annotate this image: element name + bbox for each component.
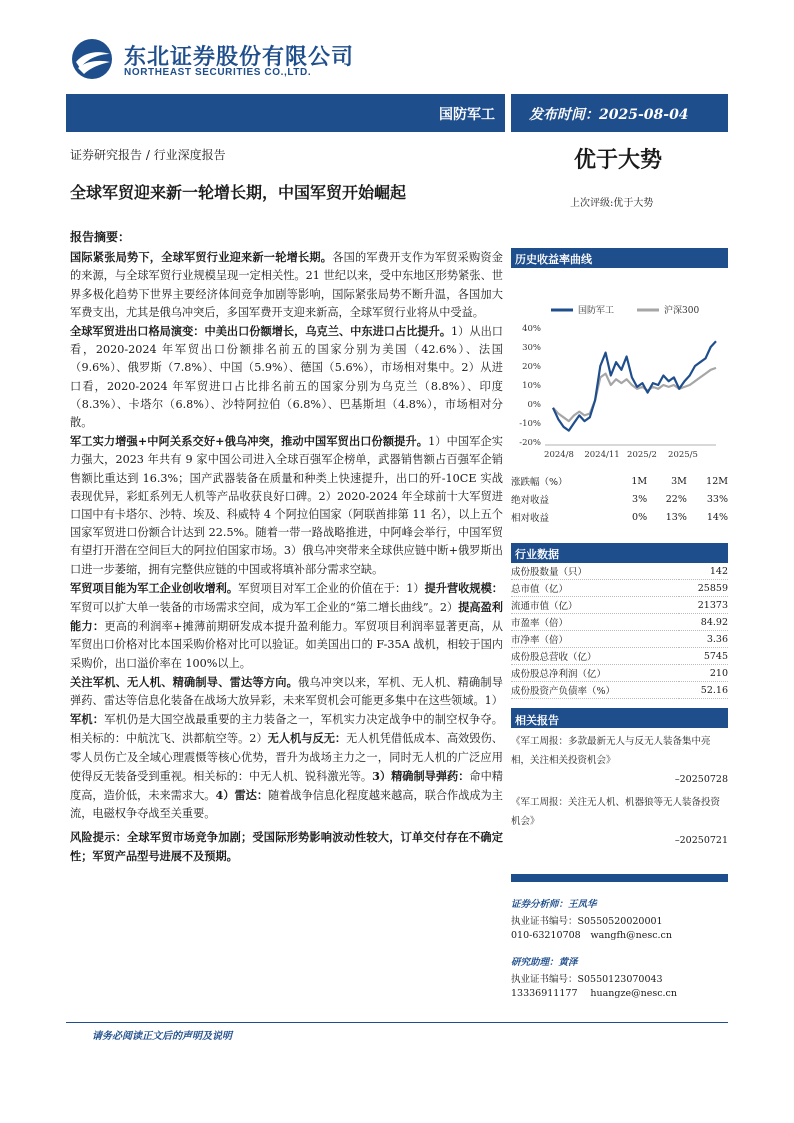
abstract-paragraph xyxy=(70,673,503,824)
perf-row xyxy=(511,508,728,526)
company-name-cn: 东北证券股份有限公司 xyxy=(124,45,355,70)
related-report-item[interactable] xyxy=(511,793,728,850)
related-reports-heading: 相关报告 xyxy=(511,708,728,728)
industry-data-label: 市盈率（倍） xyxy=(511,614,679,631)
legend-label: 国防军工 xyxy=(578,306,615,316)
abstract-lead: 关注军机、无人机、精确制导、雷达等方向。 xyxy=(70,674,298,689)
analyst-divider xyxy=(511,874,728,882)
abstract-subhead: 4）雷达： xyxy=(215,788,269,803)
perf-cell: 13% xyxy=(665,511,687,523)
company-logo xyxy=(70,38,370,80)
sector-label: 国防军工 xyxy=(439,107,495,123)
abstract-subhead: 3）精确制导弹药： xyxy=(372,768,470,783)
related-reports-section xyxy=(511,708,728,850)
industry-data-row xyxy=(511,614,728,631)
y-tick-label: -10% xyxy=(519,419,541,429)
abstract-lead: 全球军贸进出口格局演变：中美出口份额增长，乌克兰、中东进口占比提升。 xyxy=(70,324,452,339)
industry-data-label: 流通市值（亿） xyxy=(511,597,679,614)
abstract-lead: 军工实力增强+中阿关系交好+俄乌冲突，推动中国军贸出口份额提升。 xyxy=(70,434,429,449)
analyst-email[interactable]: wangfh@nesc.cn xyxy=(590,930,672,941)
publish-date: 发布时间：2025-08-04 xyxy=(529,107,689,123)
industry-data-label: 成份股资产负债率（%） xyxy=(511,682,679,699)
analyst-section xyxy=(511,874,728,1002)
industry-data-label: 成份股总营收（亿） xyxy=(511,648,679,665)
abstract-text: 俄乌冲突以来，军机、无人机、精确制导弹药、雷达等信息化装备在战场大放异彩，未来军贸机会可能更多集中在这些领域。1） xyxy=(70,675,503,708)
analyst-cert xyxy=(511,913,728,927)
industry-data-value: 210 xyxy=(679,665,728,682)
related-report-date: –20250721 xyxy=(674,835,728,846)
assistant-contact xyxy=(511,988,728,999)
perf-cell: 3% xyxy=(632,493,648,505)
x-tick-label: 2025/5 xyxy=(668,450,698,460)
legend-label: 沪深300 xyxy=(664,306,700,316)
industry-data-row xyxy=(511,597,728,614)
abstract-text: 1）从出口看，2020-2024 年军贸出口份额排名前五的国家分别为美国（42.6%）、法国（9.6%）、俄罗斯（7.8%）、中国（5.9%）、德国（5.6%），市场相对集中。2）从进口看，2020-2024 年军贸进口占比排名前五的国家分别为乌克兰（8.8%）、印度（8.3%）、卡塔尔（6.8%）、沙特阿拉伯（6.8%）、巴基斯坦（4.8%），市场相对分散。 xyxy=(70,325,503,430)
industry-data-value: 21373 xyxy=(679,597,728,614)
industry-data-row xyxy=(511,563,728,580)
abstract-subhead: 军机： xyxy=(70,712,105,727)
industry-data-value: 25859 xyxy=(679,580,728,597)
perf-header-cell: 3M xyxy=(671,475,687,487)
perf-header-row xyxy=(511,472,728,490)
assistant-phone: 13336911177 xyxy=(511,988,578,999)
y-tick-label: 20% xyxy=(522,362,541,372)
perf-header-cell: 1M xyxy=(631,475,648,487)
industry-data-value: 3.36 xyxy=(679,631,728,648)
performance-table xyxy=(511,472,728,526)
x-tick-label: 2024/8 xyxy=(544,450,574,460)
analyst-name: 证券分析师：王凤华 xyxy=(511,899,597,910)
industry-data-row xyxy=(511,682,728,699)
abstract-text: 随着战争信息化程度越来越高，联合作战成为主流，电磁权争夺战至关重要。 xyxy=(70,789,503,821)
report-abstract xyxy=(70,228,503,866)
perf-row xyxy=(511,490,728,508)
chart-section-heading: 历史收益率曲线 xyxy=(511,248,728,268)
industry-data-label: 总市值（亿） xyxy=(511,580,679,597)
perf-cell: 0% xyxy=(632,511,648,523)
perf-cell: 绝对收益 xyxy=(511,495,550,506)
series-line-csi300 xyxy=(553,368,716,421)
abstract-text: 1）中国军企实力强大，2023 年共有 9 家中国公司进入全球百强军企榜单，武器销售额占百强军企销售额比重达到 16.3%；国产武器装备在质量和种类上快速提升，出口的歼-10CE 实战表现优异，彩虹系列无人机等产品收获良好口碑。2）2020-2024 年全球前十大军贸进口国中有卡塔尔、沙特、埃及、科威特 4 个阿拉伯国家（阿联酋排第 11 名），以上五个国家军贸进口份额合计达到 22.5%。随着一带一路战略推进，中阿峰会举行，中国军贸有望打开潜在空间巨大的阿拉伯国家市场。3）俄乌冲突带来全球供应链中断+俄罗斯出口进一步萎缩，拥有完整供应链的中国或将填补部分需求空缺。 xyxy=(70,435,503,576)
industry-data-label: 成份股总净利润（亿） xyxy=(511,665,679,682)
y-tick-label: -20% xyxy=(519,438,541,448)
assistant-cert-text: 执业证书编号：S0550123070043 xyxy=(511,974,663,985)
abstract-text: 军机仍是大国空战最重要的主力装备之一，军机实力决定战争中的制空权争夺。相关标的：中航沈飞、洪都航空等。2） xyxy=(70,713,503,746)
abstract-text: 无人机凭借低成本、高效毁伤、零人员伤亡及全域心理震慑等核心优势，晋升为战场主力之一，同时无人机的广泛应用使得反无装备受到重视。相关标的：中无人机、锐科激光等。 xyxy=(70,732,503,783)
abstract-paragraph xyxy=(70,579,503,673)
logo-emblem-icon xyxy=(70,38,116,80)
related-report-item[interactable] xyxy=(511,732,728,789)
sector-bar xyxy=(66,94,505,132)
footer-disclaimer: 请务必阅读正文后的声明及说明 xyxy=(92,1031,232,1042)
perf-cell: 14% xyxy=(706,511,728,523)
analyst-contact xyxy=(511,930,728,941)
x-tick-label: 2025/2 xyxy=(627,450,657,460)
abstract-text: 更高的利润率+摊薄前期研发成本提升盈利能力。军贸项目利润率显著更高，从军贸出口价格对比本国采购价格对比可以验证。如美国出口的 F-35A 战机，相较于国内采购价，出口溢价率在 100%以上。 xyxy=(70,620,503,670)
return-chart xyxy=(511,268,728,458)
assistant-name: 研究助理：黄泽 xyxy=(511,957,578,968)
risk-text: 风险提示：全球军贸市场竞争加剧；受国际形势影响波动性较大，订单交付存在不确定性；军贸产品型号进展不及预期。 xyxy=(70,829,503,863)
y-tick-label: 0% xyxy=(527,400,541,410)
assistant-email[interactable]: huangze@nesc.cn xyxy=(590,988,677,999)
perf-header-cell: 涨跌幅（%） xyxy=(511,477,568,488)
industry-data-value: 5745 xyxy=(679,648,728,665)
analyst-phone: 010-63210708 xyxy=(511,930,581,941)
analyst-cert-text: 执业证书编号：S0550520020001 xyxy=(511,916,663,927)
abstract-heading: 报告摘要： xyxy=(70,230,131,244)
abstract-subhead: 提高盈利能力： xyxy=(70,600,503,634)
report-type: 证券研究报告 / 行业深度报告 xyxy=(70,148,226,162)
industry-data-row xyxy=(511,631,728,648)
company-name-en: NORTHEAST SECURITIES CO.,LTD. xyxy=(124,67,312,78)
industry-data-value: 84.92 xyxy=(679,614,728,631)
y-tick-label: 10% xyxy=(522,381,541,391)
abstract-subhead: 无人机与反无： xyxy=(267,731,347,746)
abstract-text: 军贸项目对军工企业的价值在于：1） xyxy=(238,581,425,595)
assistant-cert xyxy=(511,971,728,985)
related-report-title[interactable]: 《军工周报：多款最新无人与反无人装备集中亮相，关注相关投资机会》 xyxy=(511,736,711,766)
y-tick-label: 30% xyxy=(522,343,541,353)
abstract-text: 各国的军费开支作为军贸采购资金的来源，与全球军贸行业规模呈现一定相关性。21 世纪以来，受中东地区形势紧张、世界多极化趋势下世界主要经济体间竞争加剧等影响，国际紧张局势不断升温，各国加大军费支出，尤其是俄乌冲突后，多国军费开支迎来新高，全球军贸行业将从中受益。 xyxy=(70,251,503,319)
industry-data-row xyxy=(511,648,728,665)
perf-cell: 22% xyxy=(665,493,687,505)
abstract-paragraph xyxy=(70,248,503,322)
industry-data-section xyxy=(511,543,728,699)
industry-data-row xyxy=(511,665,728,682)
publish-bar xyxy=(511,94,728,132)
previous-rating: 上次评级:优于大势 xyxy=(570,198,654,209)
perf-cell: 33% xyxy=(706,493,728,505)
sidebar-chart-section xyxy=(511,248,728,458)
abstract-subhead: 提升营收规模： xyxy=(424,580,503,595)
industry-data-label: 成份股数量（只） xyxy=(511,563,679,580)
industry-data-value: 142 xyxy=(679,563,728,580)
abstract-paragraph xyxy=(70,322,503,432)
footer-divider xyxy=(66,1022,728,1023)
y-tick-label: 40% xyxy=(522,324,541,334)
industry-data-label: 市净率（倍） xyxy=(511,631,679,648)
abstract-lead: 军贸项目能为军工企业创收增利。 xyxy=(70,580,239,595)
perf-cell: 相对收益 xyxy=(511,513,550,524)
abstract-text: 命中精度高，造价低，未来需求大。 xyxy=(70,769,503,803)
related-report-date: –20250728 xyxy=(674,774,728,785)
abstract-paragraph xyxy=(70,432,503,579)
related-report-title[interactable]: 《军工周报：关注无人机、机器狼等无人装备投资机会》 xyxy=(511,797,721,827)
x-tick-label: 2024/11 xyxy=(584,450,620,460)
report-title: 全球军贸迎来新一轮增长期，中国军贸开始崛起 xyxy=(70,183,407,202)
return-chart-svg xyxy=(511,268,728,468)
risk-warning xyxy=(70,828,503,866)
abstract-text: 军贸可以扩大单一装备的市场需求空间，成为军工企业的“第二增长曲线”。2） xyxy=(70,601,459,615)
abstract-lead: 国际紧张局势下，全球军贸行业迎来新一轮增长期。 xyxy=(70,250,333,265)
industry-data-heading: 行业数据 xyxy=(511,543,728,563)
perf-header-cell: 12M xyxy=(706,475,728,487)
rating: 优于大势 xyxy=(574,148,663,173)
industry-data-value: 52.16 xyxy=(679,682,728,699)
industry-data-row xyxy=(511,580,728,597)
